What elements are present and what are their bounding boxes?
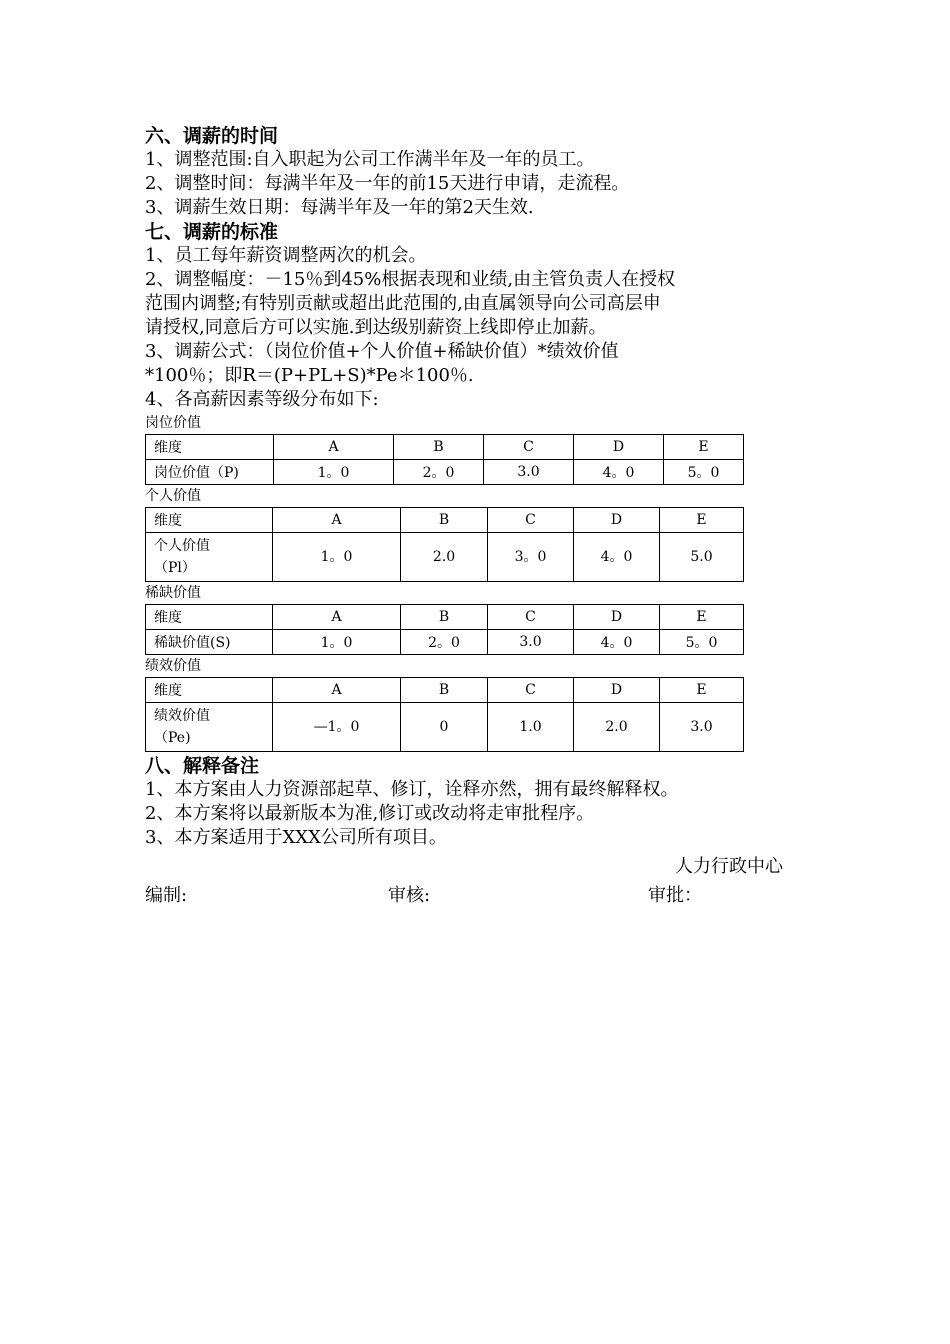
section-7-line: 2、调整幅度：－15％到45%根据表现和业绩,由主管负责人在授权 <box>145 269 676 290</box>
header-cell: D <box>574 605 660 630</box>
header-cell: B <box>394 435 484 460</box>
table-caption-personal-value: 个人价值 <box>145 488 201 504</box>
value-cell: 2.0 <box>574 703 660 752</box>
section-8-line: 2、本方案将以最新版本为准,修订或改动将走审批程序。 <box>145 803 595 824</box>
value-cell: 1。0 <box>273 630 401 655</box>
document-body <box>145 124 825 910</box>
value-cell: 3.0 <box>488 630 574 655</box>
section-8-line: 1、本方案由人力资源部起草、修订，诠释亦然，拥有最终解释权。 <box>145 779 679 800</box>
row-label-cell: 岗位价值（P) <box>146 460 274 485</box>
table-header-row <box>146 605 744 630</box>
row-label-cell <box>146 533 273 582</box>
value-cell: 3.0 <box>484 460 574 485</box>
header-cell: D <box>574 508 660 533</box>
header-cell: B <box>401 605 488 630</box>
table-caption-performance-value: 绩效价值 <box>145 658 201 674</box>
value-cell: 2.0 <box>401 533 488 582</box>
personal-value-table <box>145 507 744 582</box>
value-cell: 3.0 <box>660 703 744 752</box>
table-header-row <box>146 435 744 460</box>
section-8-line: 3、本方案适用于XXX公司所有项目。 <box>145 827 447 848</box>
header-cell: E <box>660 508 744 533</box>
prepared-by-label: 编制: <box>145 885 188 906</box>
header-cell: 维度 <box>146 678 273 703</box>
row-label-line: （Pl） <box>154 560 196 576</box>
value-cell: 5。0 <box>660 630 744 655</box>
row-label-line: 个人价值 <box>154 538 210 554</box>
value-cell: 3。0 <box>488 533 574 582</box>
table-row <box>146 703 744 752</box>
section-7-title: 七、调薪的标准 <box>145 221 279 243</box>
header-cell: C <box>488 508 574 533</box>
value-cell: 5.0 <box>660 533 744 582</box>
header-cell: C <box>488 678 574 703</box>
header-cell: D <box>574 678 660 703</box>
header-cell: A <box>273 508 401 533</box>
reviewed-by-label: 审核: <box>388 885 431 906</box>
header-cell: C <box>488 605 574 630</box>
header-cell: B <box>401 508 488 533</box>
value-cell: 1。0 <box>273 533 401 582</box>
section-7-line: 3、调薪公式：（岗位价值+个人价值+稀缺价值）*绩效价值 <box>145 341 619 362</box>
section-6-title: 六、调薪的时间 <box>145 125 279 147</box>
table-row <box>146 460 744 485</box>
row-label-line: 绩效价值 <box>154 708 210 724</box>
section-7-line: 范围内调整;有特别贡献或超出此范围的,由直属领导向公司高层申 <box>145 293 661 314</box>
value-cell: 1.0 <box>488 703 574 752</box>
section-6-line: 2、调整时间：每满半年及一年的前15天进行申请，走流程。 <box>145 173 630 194</box>
row-label-line: （Pe) <box>154 730 191 746</box>
row-label-cell <box>146 703 273 752</box>
table-header-row <box>146 678 744 703</box>
value-cell: 2。0 <box>401 630 488 655</box>
header-cell: A <box>273 678 401 703</box>
header-cell: A <box>274 435 394 460</box>
value-cell: 5。0 <box>664 460 744 485</box>
value-cell: 4。0 <box>574 460 664 485</box>
value-cell: 1。0 <box>274 460 394 485</box>
header-cell: 维度 <box>146 435 274 460</box>
table-row <box>146 533 744 582</box>
performance-value-table <box>145 677 744 752</box>
row-label-cell: 稀缺价值(S) <box>146 630 273 655</box>
section-7-line: 1、员工每年薪资调整两次的机会。 <box>145 245 427 266</box>
section-7-line: *100％；即R＝(P+PL+S)*Pe＊100％. <box>145 365 474 386</box>
table-caption-scarcity-value: 稀缺价值 <box>145 585 201 601</box>
section-6-line: 1、调整范围:自入职起为公司工作满半年及一年的员工。 <box>145 149 595 170</box>
approved-by-label: 审批： <box>648 885 702 906</box>
value-cell: 0 <box>401 703 488 752</box>
header-cell: 维度 <box>146 508 273 533</box>
header-cell: 维度 <box>146 605 273 630</box>
header-cell: A <box>273 605 401 630</box>
header-cell: B <box>401 678 488 703</box>
value-cell: 4。0 <box>574 630 660 655</box>
position-value-table <box>145 434 744 485</box>
header-cell: E <box>660 678 744 703</box>
value-cell: 4。0 <box>574 533 660 582</box>
section-8-title: 八、解释备注 <box>145 755 260 777</box>
section-7-line: 4、各高薪因素等级分布如下: <box>145 389 379 410</box>
section-6-line: 3、调薪生效日期：每满半年及一年的第2天生效. <box>145 197 534 218</box>
header-cell: C <box>484 435 574 460</box>
header-cell: E <box>664 435 744 460</box>
section-7-line: 请授权,同意后方可以实施.到达级别薪资上线即停止加薪。 <box>145 317 607 338</box>
header-cell: D <box>574 435 664 460</box>
scarcity-value-table <box>145 604 744 655</box>
value-cell: 2。0 <box>394 460 484 485</box>
table-header-row <box>146 508 744 533</box>
table-row <box>146 630 744 655</box>
department-signature: 人力行政中心 <box>675 856 783 877</box>
value-cell: —1。0 <box>273 703 401 752</box>
approval-row <box>145 882 825 910</box>
table-caption-position-value: 岗位价值 <box>145 415 201 431</box>
header-cell: E <box>660 605 744 630</box>
